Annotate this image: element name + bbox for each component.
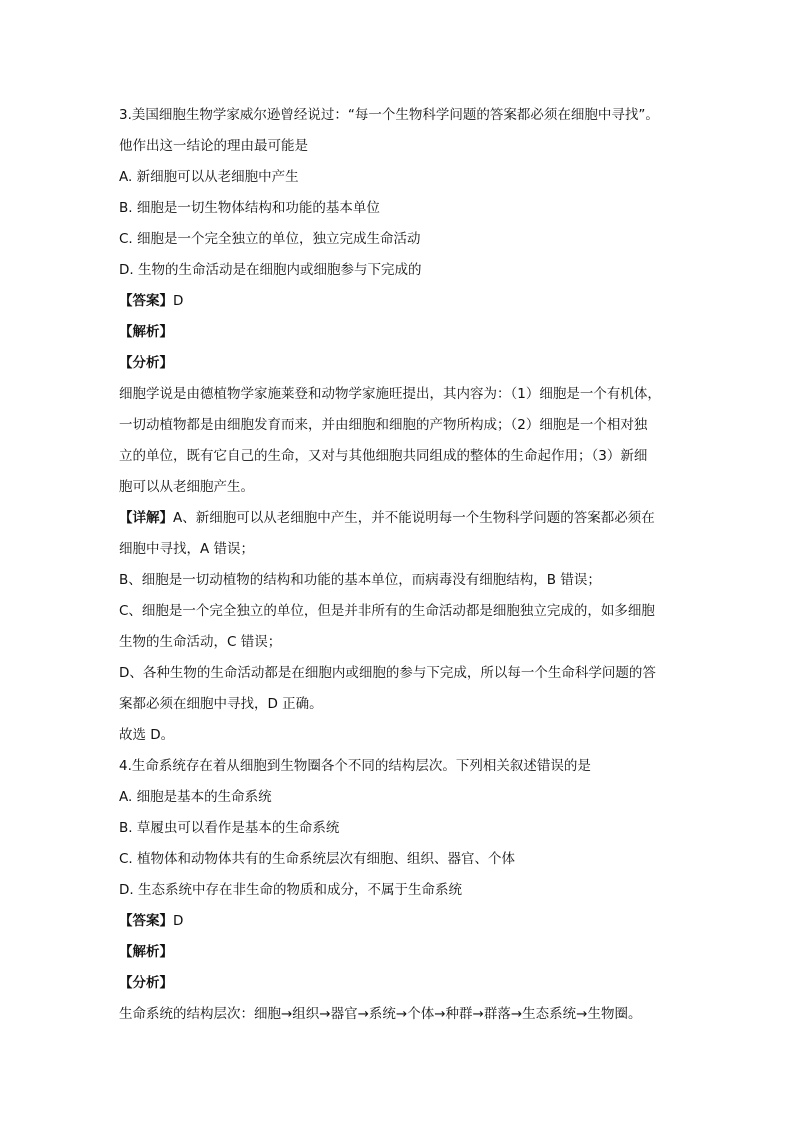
q3-fenxi-line-4: 胞可以从老细胞产生。 — [119, 479, 254, 495]
q3-stem-line-2: 他作出这一结论的理由最可能是 — [119, 138, 308, 154]
q4-stem-line-1: 4.生命系统存在着从细胞到生物圈各个不同的结构层次。下列相关叙述错误的是 — [119, 758, 591, 774]
q4-option-d: D. 生态系统中存在非生命的物质和成分，不属于生命系统 — [119, 882, 462, 898]
q3-fenxi-line-2: 一切动植物都是由细胞发育而来，并由细胞和细胞的产物所构成；（2）细胞是一个相对独 — [119, 417, 648, 433]
q3-detail-line-2: B、细胞是一切动植物的结构和功能的基本单位，而病毒没有细胞结构，B 错误； — [119, 572, 601, 588]
q3-detail-line-1: 细胞中寻找，A 错误； — [119, 541, 255, 557]
q4-answer — [119, 906, 679, 937]
q3-detail-line-3: C、细胞是一个完全独立的单位，但是并非所有的生命活动都是细胞独立完成的，如多细胞 — [119, 603, 655, 619]
q3-detail-first — [119, 503, 679, 534]
q3-fenxi-line-3: 立的单位，既有它自己的生命，又对与其他细胞共同组成的整体的生命起作用；（3）新细 — [119, 448, 648, 464]
q4-option-b: B. 草履虫可以看作是基本的生命系统 — [119, 820, 340, 836]
q3-fenxi-label: 【分析】 — [119, 355, 173, 371]
q4-option-c: C. 植物体和动物体共有的生命系统层次有细胞、组织、器官、个体 — [119, 851, 516, 867]
q3-conclusion: 故选 D。 — [119, 727, 175, 743]
answer-label: 【答案】 — [119, 913, 173, 929]
q3-option-d: D. 生物的生命活动是在细胞内或细胞参与下完成的 — [119, 262, 422, 278]
q3-detail-line-4: 生物的生命活动，C 错误； — [119, 634, 282, 650]
q3-option-b: B. 细胞是一切生物体结构和功能的基本单位 — [119, 200, 380, 216]
detail-first-text: A、新细胞可以从老细胞中产生，并不能说明每一个生物科学问题的答案都必须在 — [173, 510, 655, 526]
q4-analysis-label: 【解析】 — [119, 944, 173, 960]
answer-value: D — [173, 293, 184, 309]
q4-fenxi-label: 【分析】 — [119, 975, 173, 991]
answer-label: 【答案】 — [119, 293, 173, 309]
answer-value: D — [173, 913, 184, 929]
q4-fenxi-line-1: 生命系统的结构层次：细胞→组织→器官→系统→个体→种群→群落→生态系统→生物圈。 — [119, 1006, 642, 1022]
q3-option-c: C. 细胞是一个完全独立的单位，独立完成生命活动 — [119, 231, 421, 247]
q3-answer — [119, 286, 679, 317]
q3-detail-line-6: 案都必须在细胞中寻找，D 正确。 — [119, 696, 323, 712]
q3-option-a: A. 新细胞可以从老细胞中产生 — [119, 169, 299, 185]
q3-stem-line-1: 3.美国细胞生物学家威尔逊曾经说过：“每一个生物科学问题的答案都必须在细胞中寻找”。 — [119, 107, 659, 123]
q3-fenxi-line-1: 细胞学说是由德植物学家施莱登和动物学家施旺提出，其内容为：（1）细胞是一个有机体， — [119, 386, 661, 402]
detail-label: 【详解】 — [119, 510, 173, 526]
q3-analysis-label: 【解析】 — [119, 324, 173, 340]
q4-option-a: A. 细胞是基本的生命系统 — [119, 789, 272, 805]
q3-detail-line-5: D、各种生物的生命活动都是在细胞内或细胞的参与下完成，所以每一个生命科学问题的答 — [119, 665, 656, 681]
document-page — [119, 100, 679, 1030]
